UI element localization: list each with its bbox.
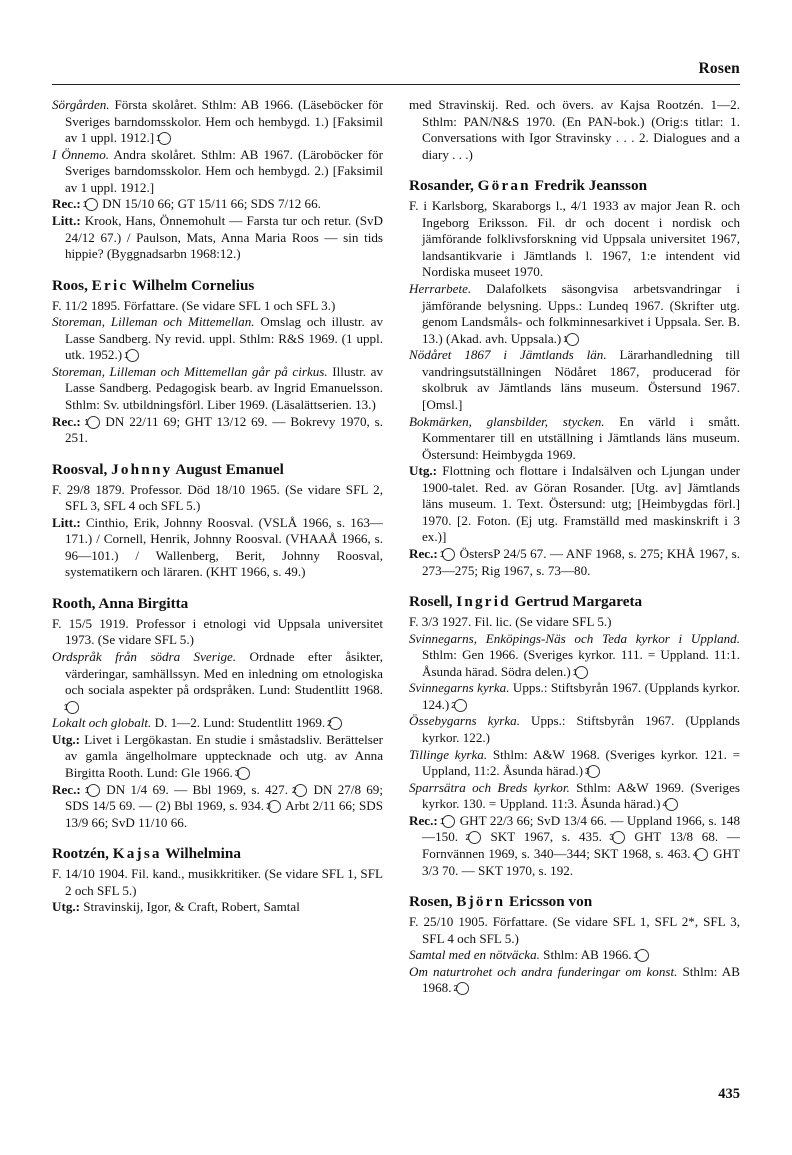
text-run: Första skolåret. Sthlm: AB 1966. (Läseböcker för Sveriges barndomsskolor. Hem och hembygd. 1.) [Faksimil av 1 uppl. 1912.] [65,97,383,146]
given-name-spaced: Göran [477,177,531,195]
storeman-1 [52,314,383,364]
label-bold: Rec.: [409,812,438,828]
entry-rosell-ingrid [409,593,740,611]
utg-block-2 [52,899,383,916]
circled-number: 3 [237,767,250,780]
page-number: 435 [718,1086,740,1102]
text-run: SKT 1967, s. 435. [481,829,611,845]
name-part: Roos, [52,276,88,294]
text-run: med Stravinskij. Red. och övers. av Kajsa Rootzén. 1—2. Sthlm: PAN/N&S 1970. (En PAN-bok.) (Orig:s titlar: 1. Conversations with Igor Stravinsky . . . 2. Dialogues and a diary . . .) [409,97,740,162]
text-run: Sthlm: A&W 1968. (Sveriges kyrkor. 121. = Uppland, 11:2. Åsunda härad.) [422,746,740,779]
utg-block-1 [52,732,383,782]
name-part: Wilhelmina [165,845,241,863]
text-run: Sthlm: AB 1966. [539,947,635,963]
text-run: GHT 13/8 68. — Fornvännen 1969, s. 340—344; SKT 1968, s. 463. [422,829,740,861]
label-bold: Rec.: [52,413,81,429]
roosval-bio [52,482,383,515]
text-run: Andra skolåret. Sthlm: AB 1967. (Läroböcker för Sveriges barndomsskolor. Hem och hembygd. 2.) [Faksimil av 1 uppl. 1912.] [65,146,383,195]
header-rule [52,84,740,85]
rootzen-bio [52,866,383,899]
entry-rosander-goran [409,177,740,195]
title-italic: Svinnegarns, Enköpings-Näs och Teda kyrkor i Uppland. [409,630,740,646]
rec-block-5 [409,813,740,879]
text-run: Sthlm: Gen 1966. (Sveriges kyrkor. 111. = Uppland. 11:1. Åsunda härad. Södra delen.) [422,647,740,679]
title-italic: I Önnemo. [52,146,110,162]
title-italic: Sörgården. [52,97,110,112]
text-run: Omslag och illustr. av Lasse Sandberg. Ny revid. uppl. Sthlm: R&S 1969. (1 uppl. utk. 1952.) [65,314,383,363]
given-name-spaced: Johnny [111,460,173,478]
text-run: Sthlm: A&W 1969. (Sveriges kyrkor. 130. = Uppland. 11:3. Åsunda härad.) [422,779,740,812]
label-bold: Utg.: [409,463,437,479]
circled-number: 2 [456,982,469,995]
label-bold: Rec.: [52,196,81,212]
name-part: Roosval, [52,460,108,478]
name-part: Rosander, [409,177,474,195]
circled-number: 2 [468,831,481,844]
text-run: DN 22/11 69; GHT 13/12 69. — Bokrevy 1970, s. 251. [65,413,383,446]
title-italic: Nödåret 1867 i Jämtlands län. [409,347,607,363]
title-italic: Lokalt och globalt. [52,715,152,731]
circled-number: 2 [294,784,307,797]
title-italic: Sparrsätra och Breds kyrkor. [409,779,570,795]
text-run: GHT 3/3 70. — SKT 1970, s. 192. [422,845,741,878]
name-part: Rosen, [409,893,453,911]
litt-block-1 [52,213,383,263]
rooth-bio [52,616,383,649]
label-bold: Rec.: [409,546,438,561]
circled-number: 1 [85,198,98,211]
title-italic: Ordspråk från södra Sverige. [52,649,237,664]
text-run: DN 27/8 69; SDS 14/5 69. — (2) Bbl 1969, s. 934. [65,781,383,814]
text-run: F. 11/2 1895. Författare. (Se vidare SFL 1 och SFL 3.) [52,297,336,313]
label-bold: Utg.: [52,899,80,915]
ordsprak-entry [52,649,383,715]
circled-number: 1 [87,416,100,429]
name-part: August Emanuel [175,460,284,478]
circled-number: 1 [442,548,455,561]
title-italic: Herrarbete. [409,281,472,296]
entry-roosval-johnny [52,461,383,479]
circled-number: 1 [158,132,171,145]
entry-rosen-bjorn [409,893,740,911]
text-run: Flottning och flottare i Indalsälven och Ljungan under 1900-talet. Red. av Göran Rosander. [Utg. av] Jämtlands läns museum. 1. Text. Östersund: utg; [Heimbygdas förl.] 1970. [2. Foton. (Ej utg. Framställd med maskinskrift i 3 ex.)] [422,463,740,545]
text-run: GHT 22/3 66; SvD 13/4 66. — Uppland 1966, s. 148—150. [422,812,740,845]
two-column-body [52,97,740,997]
title-italic: Samtal med en nötväcka. [409,947,540,963]
rec-block-2 [52,414,383,447]
given-name-spaced: Kajsa [112,845,162,863]
entry-rootzen-kajsa [52,845,383,863]
text-run: Upps.: Stiftsbyrån 1967. (Upplands kyrkor. 124.) [422,680,741,712]
litt-block-2 [52,515,383,581]
rosander-bio [409,198,740,281]
name-part: Gertrud Margareta [514,593,643,611]
text-run: Illustr. av Lasse Sandberg. Pedagogisk bearb. av Ingrid Emanuelsson. Sthlm: Sv. utbildningsförl. Liber 1969. (Läsalättserien. 13.) [65,363,384,412]
title-italic: Om naturtrohet och andra funderingar om konst. [409,963,678,979]
entry-roos-eric [52,277,383,295]
circled-number: 3 [587,765,600,778]
circled-number: 1 [126,349,139,362]
circled-number: 4 [665,798,678,811]
sorgarden-entry [52,97,383,147]
text-run: En värld i smått. Kommentarer till en utställning i Jämtlands läns museum. Östersund: Heimbygda 1969. [422,413,741,462]
rec-block-1 [52,196,383,213]
utg-block-3 [409,463,740,546]
omnaturtrohet-entry [409,964,740,997]
text-run: Upps.: Stiftsbyrån 1967. (Upplands kyrkor. 122.) [422,713,740,745]
utg-block-2-cont [409,97,740,163]
svinnegarns-entry [409,631,740,681]
bokmarken-entry [409,414,740,464]
label-bold: Litt.: [52,212,81,228]
name-part: Rosell, [409,593,453,611]
text-run: Ordnade efter åsikter, värderingar, samhällssyn. Med en inledning om etnologiska och sociala aspekter på ordspråken. Lund: Studentlitt 1968. [65,649,383,698]
circled-number: 4 [695,848,708,861]
rec-block-3 [52,782,383,832]
circled-number: 1 [566,333,579,346]
text-run: DN 15/10 66; GT 15/11 66; SDS 7/12 66. [99,196,321,212]
circled-number: 1 [66,701,79,714]
text-run: Livet i Lergökastan. En studie i småstadsliv. Berättelser av gamla ängelholmare upptecknade och utg. av Anna Birgitta Rooth. Lund: Gle 1966. [65,731,383,780]
name-part: Ericsson von [509,893,593,911]
text-run: Arbt 2/11 66; SDS 13/9 66; SvD 11/10 66. [65,798,383,830]
text-run: Stravinskij, Igor, & Craft, Robert, Samtal [80,899,300,915]
text-run: Lärarhandledning till vandringsutställningen Nödåret 1867, producerad för skolbruk av Jämtlands läns museum. Östersund 1967. [Omsl.] [422,347,741,412]
herrarbete-entry [409,281,740,347]
text-run: F. 15/5 1919. Professor i etnologi vid Uppsala universitet 1973. (Se vidare SFL 5.) [52,615,383,648]
label-bold: Litt.: [52,514,81,530]
given-name-spaced: Ingrid [456,593,511,611]
circled-number: 2 [329,717,342,730]
rosen-bio [409,914,740,947]
circled-number: 3 [612,831,625,844]
entry-rooth-anna [52,595,383,613]
text-run: Cinthio, Erik, Johnny Roosval. (VSLÅ 1966, s. 163—171.) / Cornell, Henrik, Johnny Roosval. (VHAAÅ 1966, s. 96—101.) / Wallenberg, Berit, Johnny Roosval, systematikern och läraren. (KHT 1966, s. 49.) [65,514,383,580]
text-run: F. 3/3 1927. Fil. lic. (Se vidare SFL 5.) [409,614,612,630]
text-run: F. 14/10 1904. Fil. kand., musikkritiker. (Se vidare SFL 1, SFL 2 och SFL 5.) [52,866,383,898]
ossebygarns-entry [409,713,740,746]
text-run: D. 1—2. Lund: Studentlitt 1969. [151,715,329,731]
text-run: Sthlm: AB 1968. [422,963,740,996]
text-run: ÖstersP 24/5 67. — ANF 1968, s. 275; KHÅ 1967, s. 273—275; Rig 1967, s. 73—80. [422,546,740,578]
roos-eric-bio [52,298,383,315]
text-run: F. 25/10 1905. Författare. (Se vidare SFL 1, SFL 2*, SFL 3, SFL 4 och SFL 5.) [409,914,740,946]
given-name-spaced: Eric [91,276,129,294]
text-run: F. 29/8 1879. Professor. Död 18/10 1965. (Se vidare SFL 2, SFL 3, SFL 4 och SFL 5.) [52,481,383,514]
circled-number: 2 [454,699,467,712]
circled-number: 1 [636,949,649,962]
title-italic: Bokmärken, glansbilder, stycken. [409,413,605,429]
given-name-spaced: Björn [456,893,506,911]
text-run: F. i Karlsborg, Skaraborgs l., 4/1 1933 av major Jean R. och Ingeborg Eriksson. Fil. dr och docent i nordisk och jämförande folklivsforskning vid Uppsala universitet 1967, landsantikvarie i Jämtlands l. 1967, 1:e intendent vid Nordiska museet 1970. [409,198,740,280]
left-column [52,97,383,916]
title-italic: Tillinge kyrka. [409,746,488,762]
name-part: Wilhelm Cornelius [131,276,255,294]
storeman-2 [52,364,383,414]
sparrsatra-entry [409,780,740,813]
samtal-entry [409,947,740,964]
right-column [409,97,740,997]
circled-number: 1 [442,815,455,828]
text-run: Dalafolkets säsongvisa arbetsvandringar i jämförande belysning. Upps.: Lundeq 1967. (Skrifter utg. genom Landsmåls- och folkminnesarkivet i Uppsala. Ser. B. 13.) (Akad. avh. Uppsala.) [422,281,740,346]
tillinge-entry [409,747,740,780]
svinnegarns-kyrka-entry [409,680,740,713]
label-bold: Rec.: [52,781,81,797]
title-italic: Svinnegarns kyrka. [409,680,510,696]
rosell-bio [409,614,740,631]
text-run: DN 1/4 69. — Bbl 1969, s. 427. [101,781,294,797]
nodaret-entry [409,347,740,413]
title-italic: Storeman, Lilleman och Mittemellan. [52,314,255,330]
running-head: Rosen [698,60,740,77]
rec-block-4 [409,546,740,579]
name-part: Fredrik Jeansson [534,177,648,195]
name-part: Rooth, Anna Birgitta [52,594,189,612]
title-italic: Össebygarns kyrka. [409,713,520,729]
text-run: Krook, Hans, Önnemohult — Farsta tur och retur. (SvD 24/12 67.) / Paulson, Mats, Anna Maria Roos — sin tids hippie? (Byggnadsarbn 1968:12.) [65,212,383,262]
circled-number: 1 [575,666,588,679]
name-part: Rootzén, [52,845,109,863]
circled-number: 3 [268,800,281,813]
lokalt-entry [52,715,383,732]
label-bold: Utg.: [52,731,80,747]
title-italic: Storeman, Lilleman och Mittemellan går på cirkus. [52,363,328,379]
circled-number: 1 [87,784,100,797]
onnemo-entry [52,147,383,197]
